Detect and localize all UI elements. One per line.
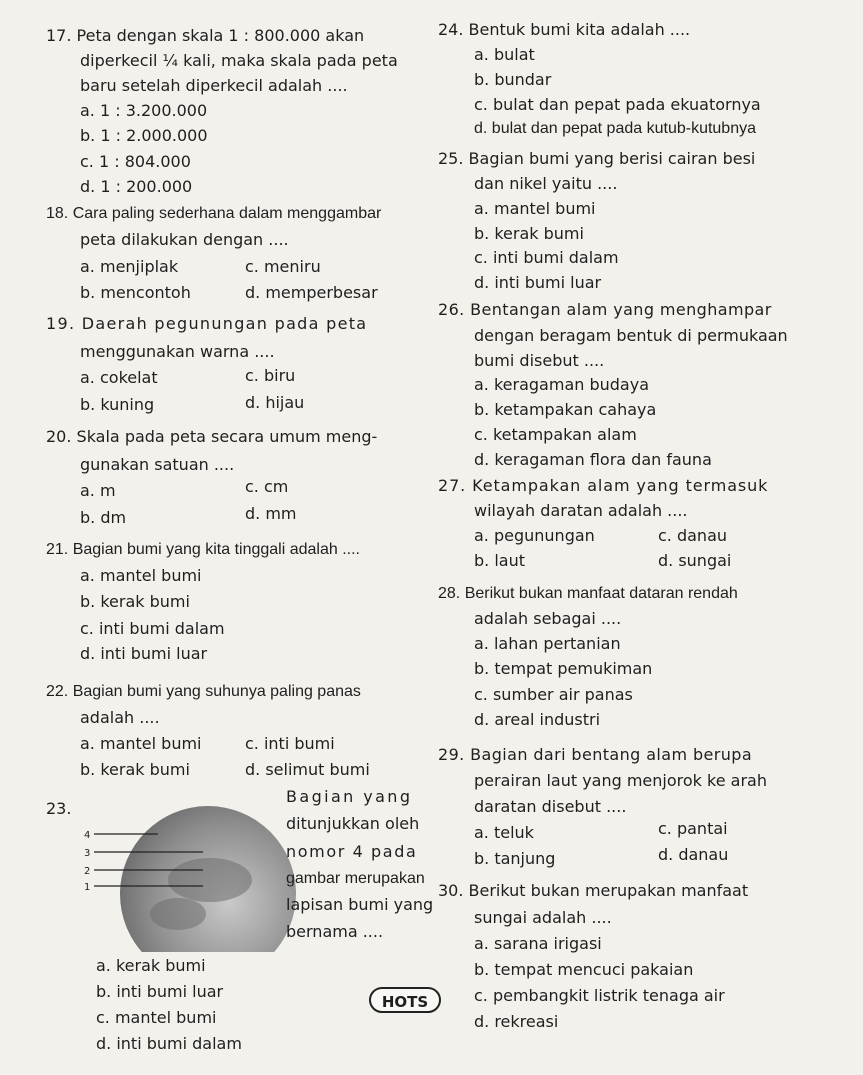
q30-option-c: c. pembangkit listrik tenaga air xyxy=(474,986,725,1005)
q29-stem-line1: 29. Bagian dari bentang alam berupa xyxy=(438,745,753,764)
q22-option-d: d. selimut bumi xyxy=(245,760,370,779)
q24-option-c: c. bulat dan pepat pada ekuatornya xyxy=(474,95,761,114)
q23-stem-line1: Bagian yang xyxy=(286,787,413,806)
q22-stem-line1: 22. Bagian bumi yang suhunya paling panas xyxy=(46,683,361,700)
q29-option-d: d. danau xyxy=(658,845,729,864)
q27-stem-line2: wilayah daratan adalah .... xyxy=(474,501,688,520)
q18-stem-line1: 18. Cara paling sederhana dalam menggambar xyxy=(46,205,382,222)
q29-option-a: a. teluk xyxy=(474,823,534,842)
q23-stem-line3: nomor 4 pada xyxy=(286,842,418,861)
q30-stem-line2: sungai adalah .... xyxy=(474,908,612,927)
q19-stem-line2: menggunakan warna .... xyxy=(80,342,275,361)
q19-option-d: d. hijau xyxy=(245,393,305,412)
q18-option-a: a. menjiplak xyxy=(80,257,179,276)
q30-option-d: d. rekreasi xyxy=(474,1012,559,1031)
q17-option-d: d. 1 : 200.000 xyxy=(80,177,193,196)
layer-label-2: 2 xyxy=(84,866,91,877)
q30-option-b: b. tempat mencuci pakaian xyxy=(474,960,694,979)
q27-stem-line1: 27. Ketampakan alam yang termasuk xyxy=(438,476,769,495)
q23-stem-line5: lapisan bumi yang xyxy=(286,895,434,914)
q28-stem-line2: adalah sebagai .... xyxy=(474,609,622,628)
q23-number: 23. xyxy=(46,799,72,818)
q25-stem-line2: dan nikel yaitu .... xyxy=(474,174,618,193)
q24-option-d: d. bulat dan pepat pada kutub-kutubnya xyxy=(474,120,756,137)
q29-option-b: b. tanjung xyxy=(474,849,556,868)
q17-stem-line2: diperkecil ¼ kali, maka skala pada peta xyxy=(80,51,398,70)
q27-option-d: d. sungai xyxy=(658,551,732,570)
layer-label-4: 4 xyxy=(84,830,91,841)
q25-stem-line1: 25. Bagian bumi yang berisi cairan besi xyxy=(438,149,756,168)
q26-option-b: b. ketampakan cahaya xyxy=(474,400,657,419)
q20-option-b: b. dm xyxy=(80,508,127,527)
q27-option-c: c. danau xyxy=(658,526,728,545)
q24-option-b: b. bundar xyxy=(474,70,552,89)
hots-badge: HOTS xyxy=(369,987,441,1013)
q21-stem-line1: 21. Bagian bumi yang kita tinggali adalah .... xyxy=(46,541,360,558)
earth-layers-figure xyxy=(78,802,298,952)
q28-option-b: b. tempat pemukiman xyxy=(474,659,653,678)
q23-stem-line6: bernama .... xyxy=(286,922,384,941)
q19-option-a: a. cokelat xyxy=(80,368,158,387)
q21-option-b: b. kerak bumi xyxy=(80,592,190,611)
q28-stem-line1: 28. Berikut bukan manfaat dataran rendah xyxy=(438,585,738,602)
q26-stem-line2: dengan beragam bentuk di permukaan xyxy=(474,326,788,345)
q17-option-b: b. 1 : 2.000.000 xyxy=(80,126,208,145)
q20-option-a: a. m xyxy=(80,481,116,500)
q19-stem-line1: 19. Daerah pegunungan pada peta xyxy=(46,314,368,333)
q30-stem-line1: 30. Berikut bukan merupakan manfaat xyxy=(438,881,749,900)
q26-option-c: c. ketampakan alam xyxy=(474,425,637,444)
q28-option-a: a. lahan pertanian xyxy=(474,634,621,653)
q29-option-c: c. pantai xyxy=(658,819,728,838)
q22-option-b: b. kerak bumi xyxy=(80,760,190,779)
continent-shape xyxy=(168,858,252,902)
q17-stem-line1: 17. Peta dengan skala 1 : 800.000 akan xyxy=(46,26,365,45)
q28-option-d: d. areal industri xyxy=(474,710,601,729)
q27-option-a: a. pegunungan xyxy=(474,526,595,545)
q23-stem-line4: gambar merupakan xyxy=(286,870,425,887)
q20-stem-line2: gunakan satuan .... xyxy=(80,455,235,474)
q20-option-c: c. cm xyxy=(245,477,289,496)
q23-option-c: c. mantel bumi xyxy=(96,1008,217,1027)
q21-option-d: d. inti bumi luar xyxy=(80,644,208,663)
layer-label-3: 3 xyxy=(84,848,91,859)
q17-stem-line3: baru setelah diperkecil adalah .... xyxy=(80,76,348,95)
q29-stem-line3: daratan disebut .... xyxy=(474,797,627,816)
q26-option-d: d. keragaman flora dan fauna xyxy=(474,450,712,469)
q23-option-b: b. inti bumi luar xyxy=(96,982,224,1001)
q24-stem-line1: 24. Bentuk bumi kita adalah .... xyxy=(438,20,691,39)
q18-stem-line2: peta dilakukan dengan .... xyxy=(80,230,289,249)
q20-stem-line1: 20. Skala pada peta secara umum meng- xyxy=(46,427,378,446)
q17-option-a: a. 1 : 3.200.000 xyxy=(80,101,208,120)
q27-option-b: b. laut xyxy=(474,551,525,570)
q25-option-b: b. kerak bumi xyxy=(474,224,584,243)
q26-stem-line3: bumi disebut .... xyxy=(474,351,605,370)
q19-option-b: b. kuning xyxy=(80,395,155,414)
q29-stem-line2: perairan laut yang menjorok ke arah xyxy=(474,771,767,790)
q18-option-b: b. mencontoh xyxy=(80,283,191,302)
q23-option-a: a. kerak bumi xyxy=(96,956,206,975)
q18-option-c: c. meniru xyxy=(245,257,321,276)
q22-option-a: a. mantel bumi xyxy=(80,734,202,753)
earth-layers-diagram xyxy=(78,802,298,952)
q25-option-c: c. inti bumi dalam xyxy=(474,248,619,267)
layer-label-1: 1 xyxy=(84,882,91,893)
q21-option-a: a. mantel bumi xyxy=(80,566,202,585)
q26-stem-line1: 26. Bentangan alam yang menghampar xyxy=(438,300,772,319)
q21-option-c: c. inti bumi dalam xyxy=(80,619,225,638)
q19-option-c: c. biru xyxy=(245,366,296,385)
q26-option-a: a. keragaman budaya xyxy=(474,375,650,394)
q25-option-a: a. mantel bumi xyxy=(474,199,596,218)
q23-stem-line2: ditunjukkan oleh xyxy=(286,814,420,833)
q22-option-c: c. inti bumi xyxy=(245,734,335,753)
q22-stem-line2: adalah .... xyxy=(80,708,160,727)
q23-option-d: d. inti bumi dalam xyxy=(96,1034,242,1053)
q18-option-d: d. memperbesar xyxy=(245,283,378,302)
q24-option-a: a. bulat xyxy=(474,45,535,64)
q17-option-c: c. 1 : 804.000 xyxy=(80,152,191,171)
continent-shape xyxy=(150,898,206,930)
q25-option-d: d. inti bumi luar xyxy=(474,273,602,292)
q30-option-a: a. sarana irigasi xyxy=(474,934,602,953)
q20-option-d: d. mm xyxy=(245,504,297,523)
q28-option-c: c. sumber air panas xyxy=(474,685,633,704)
